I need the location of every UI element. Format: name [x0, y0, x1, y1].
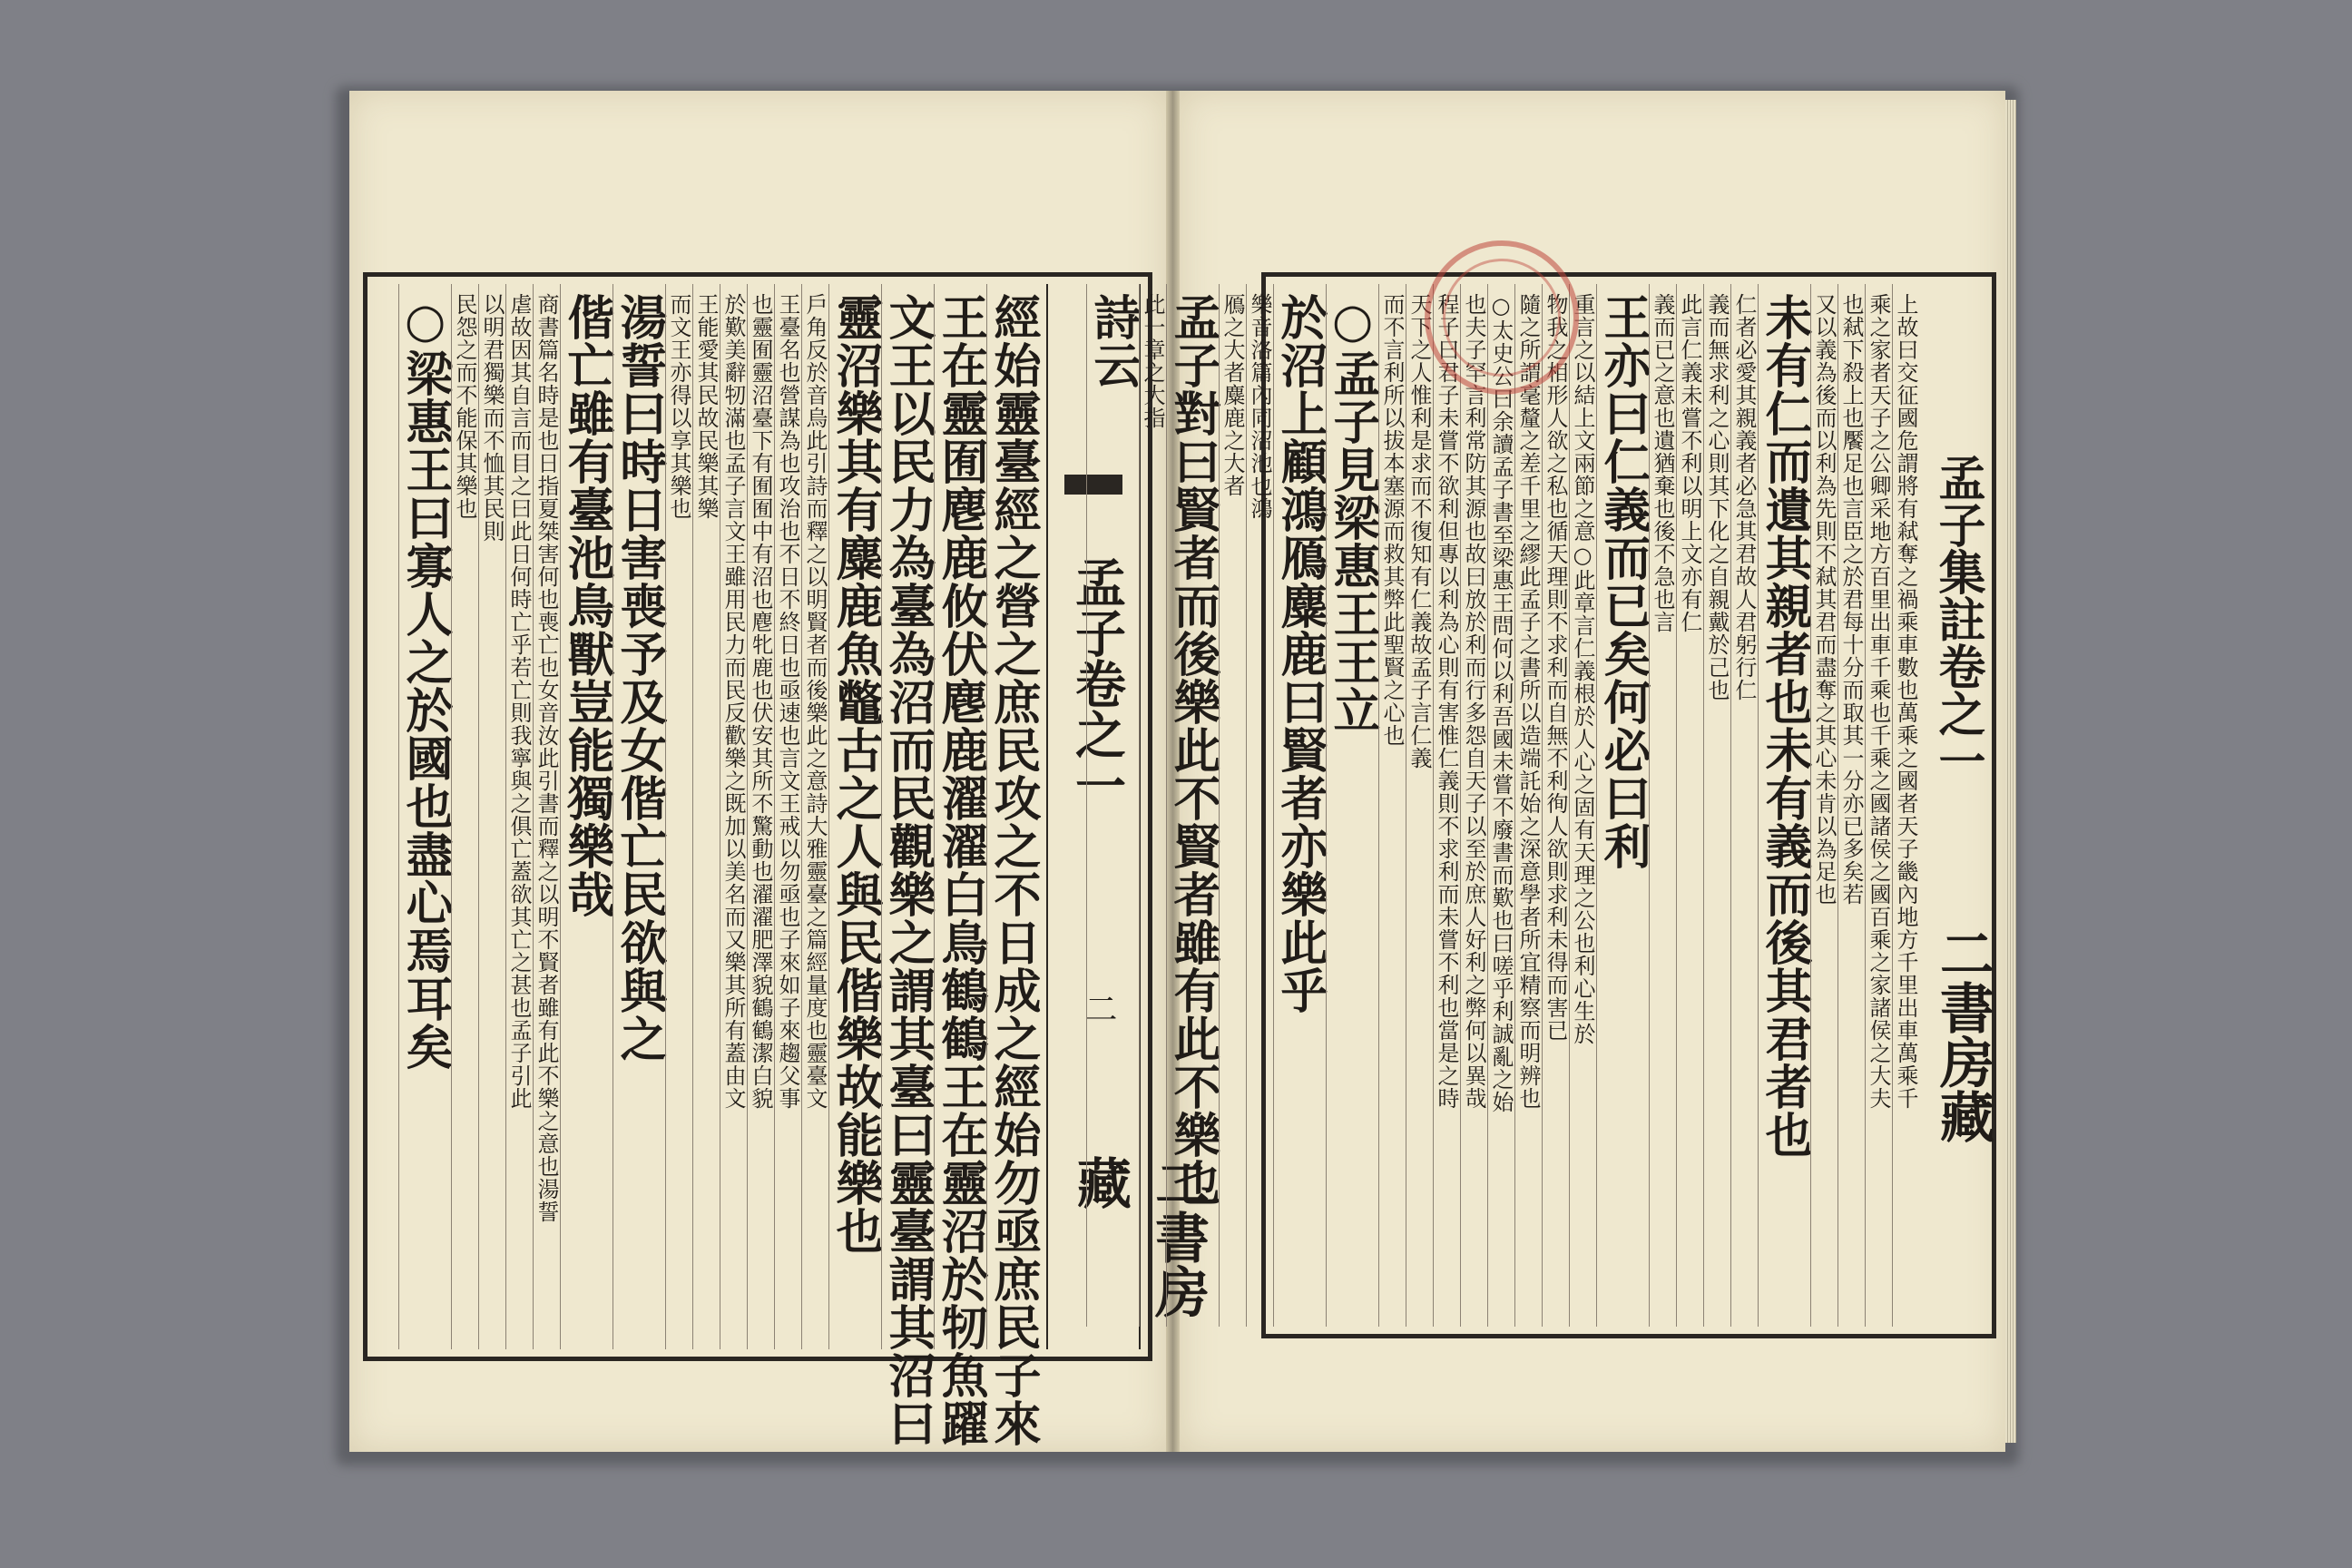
- left-page-text-column: 虐故因其自言而目之曰此日何時亡乎若亡則我寧與之俱亡蓋欲其亡之甚也孟子引此: [505, 284, 533, 1349]
- right-page-text-column: 義而已之意也遺猶棄也後不急也言: [1649, 284, 1676, 1327]
- left-page-number: 二: [1080, 992, 1117, 1024]
- red-ownership-seal: [1425, 240, 1579, 395]
- left-page-text-column: 也靈囿靈沼臺下有囿囿中有沼也麀牝鹿也伏安其所不驚動也濯濯肥澤貌鶴鶴潔白貌: [747, 284, 774, 1349]
- left-page-text-column: 以明君獨樂而不恤其民則: [478, 284, 505, 1349]
- right-page-header: [1915, 454, 1996, 1298]
- left-page-text-column: 商書篇名時是也日指夏桀害何也喪亡也女音汝此引書而釋之以明不賢者雖有此不樂之意也湯誓: [533, 284, 560, 1349]
- left-page-text-column: 而文王亦得以享其樂也: [665, 284, 692, 1349]
- right-page-text-column: 樂音洛篇內同沼池也鴻: [1246, 284, 1273, 1327]
- left-page-text-column: ○梁惠王曰寡人之於國也盡心焉耳矣: [398, 284, 451, 1349]
- left-page-stamp: 二書房藏: [1068, 1155, 1210, 1318]
- left-page-text-column: 偕亡雖有臺池鳥獸豈能獨樂哉: [560, 284, 612, 1349]
- right-page-title: 孟子集註卷之一: [1930, 454, 1985, 784]
- right-page-text-column: 未有仁而遺其親者也未有義而後其君者也: [1758, 284, 1810, 1327]
- right-page-text-column: 上故曰交征國危謂將有弒奪之禍乘車數也萬乘之國者天子畿內地方千里出車萬乘千: [1892, 284, 1919, 1327]
- left-page-text-column: 於歎美辭牣滿也孟子言文王雖用民力而民反歡樂之既加以美名而又樂其所有蓋由文: [720, 284, 747, 1349]
- right-page-text-column: 天下之人惟利是求而不復知有仁義故孟子言仁義: [1406, 284, 1433, 1327]
- right-page-text-column: 於沼上顧鴻鴈麋鹿曰賢者亦樂此乎: [1273, 284, 1326, 1327]
- left-page-text-column: 王能愛其民故民樂其樂: [692, 284, 720, 1349]
- right-page-stamp: 二書房藏: [1931, 926, 1994, 1143]
- left-page-text-column: 文王以民力為臺為沼而民觀樂之謂其臺曰靈臺謂其沼曰: [881, 284, 934, 1349]
- right-page-text-column: 詩云: [1086, 284, 1139, 1327]
- right-page-text-column: 物我之相形人欲之私也循天理則不求利而自無不利徇人欲則求利未得而害已: [1542, 284, 1569, 1327]
- right-page-text-column: 孟子對曰賢者而後樂此不賢者雖有此不樂也: [1166, 284, 1219, 1327]
- right-page-text-column: 王亦曰仁義而已矣何必曰利: [1596, 284, 1649, 1327]
- right-page-text-column: 此一章之大指: [1139, 284, 1166, 1327]
- right-page-text-column: 又以義為後而以利為先則不弒其君而盡奪之其心未肯以為足也: [1810, 284, 1838, 1327]
- right-page-text-column: 鴈之大者麋鹿之大者: [1219, 284, 1246, 1327]
- right-page-text-column: ○孟子見梁惠王王立: [1326, 284, 1378, 1327]
- right-page-text-column: 隨之所謂毫釐之差千里之繆此孟子之書所以造端託始之深意學者所宜精察而明辨也: [1514, 284, 1542, 1327]
- left-page-text-column: 靈沼樂其有麋鹿魚鼈古之人與民偕樂故能樂也: [828, 284, 881, 1349]
- right-page-text-column: 也夫子罕言利常防其源也故曰放於利而行多怨自天子以至於庶人好利之弊何以異哉: [1460, 284, 1487, 1327]
- right-page-text-column: 而不言利所以拔本塞源而救其弊此聖賢之心也: [1378, 284, 1406, 1327]
- left-page-text-column: 湯誓曰時日害喪予及女偕亡民欲與之: [612, 284, 665, 1349]
- right-page-text-column: 程子曰君子未嘗不欲利但專以利為心則有害惟仁義則不求利而未嘗不利也當是之時: [1433, 284, 1460, 1327]
- left-page-text-column: 經始靈臺經之營之庶民攻之不日成之經始勿亟庶民子來: [986, 284, 1039, 1349]
- left-page-text-columns: [375, 284, 1041, 1447]
- page-edges: [2005, 100, 2016, 1443]
- right-page-text-column: 義而無求利之心則其下化之自親戴於己也: [1703, 284, 1730, 1327]
- left-page-text-column: 王臺名也營謀為也攻治也不日不終日也亟速也言文王戒以勿亟也子來如子來趨父事: [774, 284, 801, 1349]
- right-page-text-column: 此言仁義未嘗不利以明上文亦有仁: [1676, 284, 1703, 1327]
- left-page-text-column: 戶角反於音烏此引詩而釋之以明賢者而後樂此之意詩大雅靈臺之篇經量度也靈臺文: [801, 284, 828, 1349]
- left-page-text-column: 王在靈囿麀鹿攸伏麀鹿濯濯白鳥鶴鶴王在靈沼於牣魚躍: [934, 284, 986, 1349]
- right-page-text-column: 仁者必愛其親義者必急其君故人君躬行仁: [1730, 284, 1758, 1327]
- right-page-text-column: 重言之以結上文兩節之意○此章言仁義根於人心之固有天理之公也利心生於: [1569, 284, 1596, 1327]
- right-page-text-column: 乘之家者天子之公卿采地方百里出車千乘也千乘之國諸侯之國百乘之家諸侯之大夫: [1865, 284, 1892, 1327]
- left-page-text-column: 民怨之而不能保其樂也: [451, 284, 478, 1349]
- right-page-text-column: ○太史公曰余讀孟子書至梁惠王問何以利吾國未嘗不廢書而歎也曰嗟乎利誠亂之始: [1487, 284, 1514, 1327]
- left-page-title: 孟子卷之一: [1067, 556, 1127, 810]
- right-page-text-column: 也弒下殺上也饜足也言臣之於君每十分而取其一分亦已多矣若: [1838, 284, 1865, 1327]
